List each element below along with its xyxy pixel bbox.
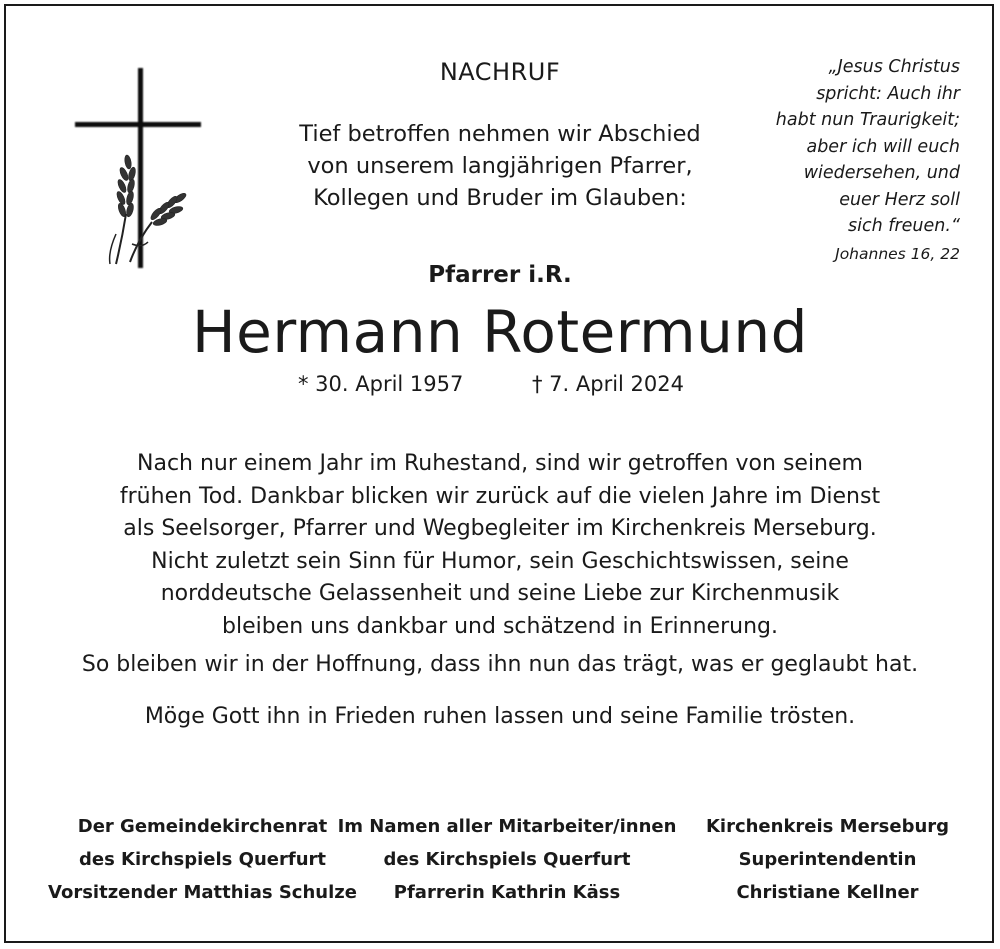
signature-line: Kirchenkreis Merseburg xyxy=(705,816,950,837)
signature-staff xyxy=(322,810,692,909)
intro-line: Kollegen und Bruder im Glauben: xyxy=(313,185,687,211)
signature-line: des Kirchspiels Querfurt xyxy=(383,849,631,870)
birth-date: * 30. April 1957 xyxy=(298,372,464,396)
tribute-line: Nicht zuletzt sein Sinn für Humor, sein Geschichtswissen, seine xyxy=(151,548,849,574)
death-date: † 7. April 2024 xyxy=(532,372,685,396)
signature-line: Christiane Kellner xyxy=(736,882,919,903)
intro-line: von unserem langjährigen Pfarrer, xyxy=(307,153,693,179)
signature-line: Der Gemeindekirchenrat xyxy=(77,816,328,837)
tribute-line: bleiben uns dankbar und schätzend in Erinnerung. xyxy=(222,613,778,639)
quote-line: aber ich will euch xyxy=(806,136,960,157)
quote-line: sich freuen.“ xyxy=(848,216,960,236)
intro-line: Tief betroffen nehmen wir Abschied xyxy=(299,121,701,147)
bible-quote xyxy=(700,54,960,240)
signature-line: Vorsitzender Matthias Schulze xyxy=(48,882,357,903)
quote-line: wiedersehen, und xyxy=(803,163,960,183)
cross-with-wheat-icon xyxy=(72,64,207,274)
quote-line: spricht: Auch ihr xyxy=(816,83,960,104)
tribute-line: als Seelsorger, Pfarrer und Wegbegleiter im Kirchenkreis Merseburg. xyxy=(123,516,877,541)
quote-line: „Jesus Christus xyxy=(828,57,960,77)
signature-line: Superintendentin xyxy=(738,849,917,870)
tribute-paragraph xyxy=(40,448,960,643)
tribute-line: frühen Tod. Dankbar blicken wir zurück auf die vielen Jahre im Dienst xyxy=(119,483,881,509)
quote-line: habt nun Traurigkeit; xyxy=(775,110,960,130)
tribute-line: norddeutsche Gelassenheit und seine Liebe zur Kirchenmusik xyxy=(160,581,840,606)
signature-line: Pfarrerin Kathrin Käss xyxy=(393,882,621,903)
quote-reference: Johannes 16, 22 xyxy=(835,245,960,263)
quote-line: euer Herz soll xyxy=(839,189,960,210)
deceased-title: Pfarrer i.R. xyxy=(428,262,572,288)
tribute-line: Nach nur einem Jahr im Ruhestand, sind wir getroffen von seinem xyxy=(137,451,863,476)
signature-church-district xyxy=(690,810,965,909)
signature-line: Im Namen aller Mitarbeiter/innen xyxy=(337,816,677,837)
obituary-heading: NACHRUF xyxy=(439,58,561,86)
signature-line: des Kirchspiels Querfurt xyxy=(78,849,326,870)
hope-sentence: So bleiben wir in der Hoffnung, dass ihn nun das trägt, was er geglaubt hat. xyxy=(81,652,919,677)
deceased-name: Hermann Rotermund xyxy=(192,298,808,366)
wish-sentence: Möge Gott ihn in Frieden ruhen lassen und seine Familie trösten. xyxy=(144,704,856,729)
intro-text xyxy=(250,118,750,214)
